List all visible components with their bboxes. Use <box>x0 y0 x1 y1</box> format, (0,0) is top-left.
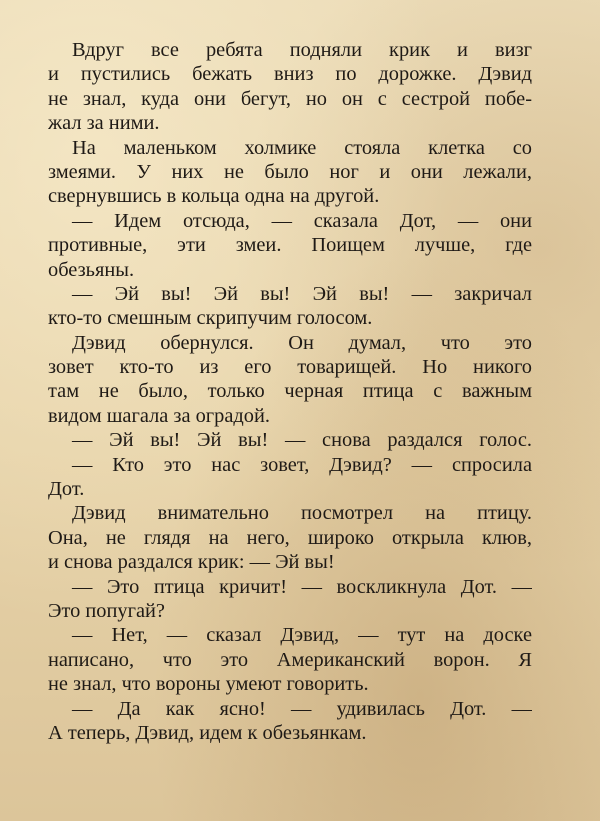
text-line: и снова раздался крик: — Эй вы! <box>48 551 335 574</box>
text-line: не знал, что вороны умеют говорить. <box>48 673 369 696</box>
text-line: Это попугай? <box>48 599 165 622</box>
text-line: Вдруг все ребята подняли крик и визг <box>72 39 532 61</box>
text-line: обезьяны. <box>48 258 135 281</box>
text-line: кто-то смешным скрипучим голосом. <box>48 307 373 330</box>
text-line: там не было, только черная птица с важным <box>48 380 532 403</box>
text-line: — Нет, — сказал Дэвид, — тут на доске <box>72 624 532 647</box>
text-line: Дот. <box>48 478 85 501</box>
text-line: Дэвид внимательно посмотрел на птицу. <box>72 502 532 525</box>
text-line: зовет кто-то из его товарищей. Но никого <box>48 356 532 379</box>
text-line: жал за ними. <box>48 112 160 135</box>
text-line: — Да как ясно! — удивилась Дот. — <box>72 697 532 720</box>
page-text <box>48 38 532 745</box>
text-line: противные, эти змеи. Поищем лучше, где <box>48 234 532 257</box>
text-line: — Кто это нас зовет, Дэвид? — спросила <box>72 453 532 476</box>
text-line: На маленьком холмике стояла клетка со <box>72 136 532 159</box>
text-line: и пустились бежать вниз по дорожке. Дэвид <box>48 63 532 86</box>
text-line: свернувшись в кольца одна на другой. <box>48 185 380 208</box>
text-line: написано, что это Американский ворон. Я <box>48 648 532 671</box>
text-line: — Эй вы! Эй вы! — снова раздался голос. <box>72 429 532 452</box>
text-line: — Это птица кричит! — воскликнула Дот. — <box>72 575 532 598</box>
text-line: Дэвид обернулся. Он думал, что это <box>72 331 532 354</box>
text-line: — Эй вы! Эй вы! Эй вы! — закричал <box>72 282 532 305</box>
text-line: не знал, куда они бегут, но он с сестрой побе- <box>48 87 532 110</box>
text-line: змеями. У них не было ног и они лежали, <box>48 160 532 183</box>
text-line: видом шагала за оградой. <box>48 404 270 427</box>
text-line: — Идем отсюда, — сказала Дот, — они <box>72 209 532 232</box>
text-line: А теперь, Дэвид, идем к обезьянкам. <box>48 721 367 744</box>
text-line: Она, не глядя на него, широко открыла клюв, <box>48 526 532 549</box>
